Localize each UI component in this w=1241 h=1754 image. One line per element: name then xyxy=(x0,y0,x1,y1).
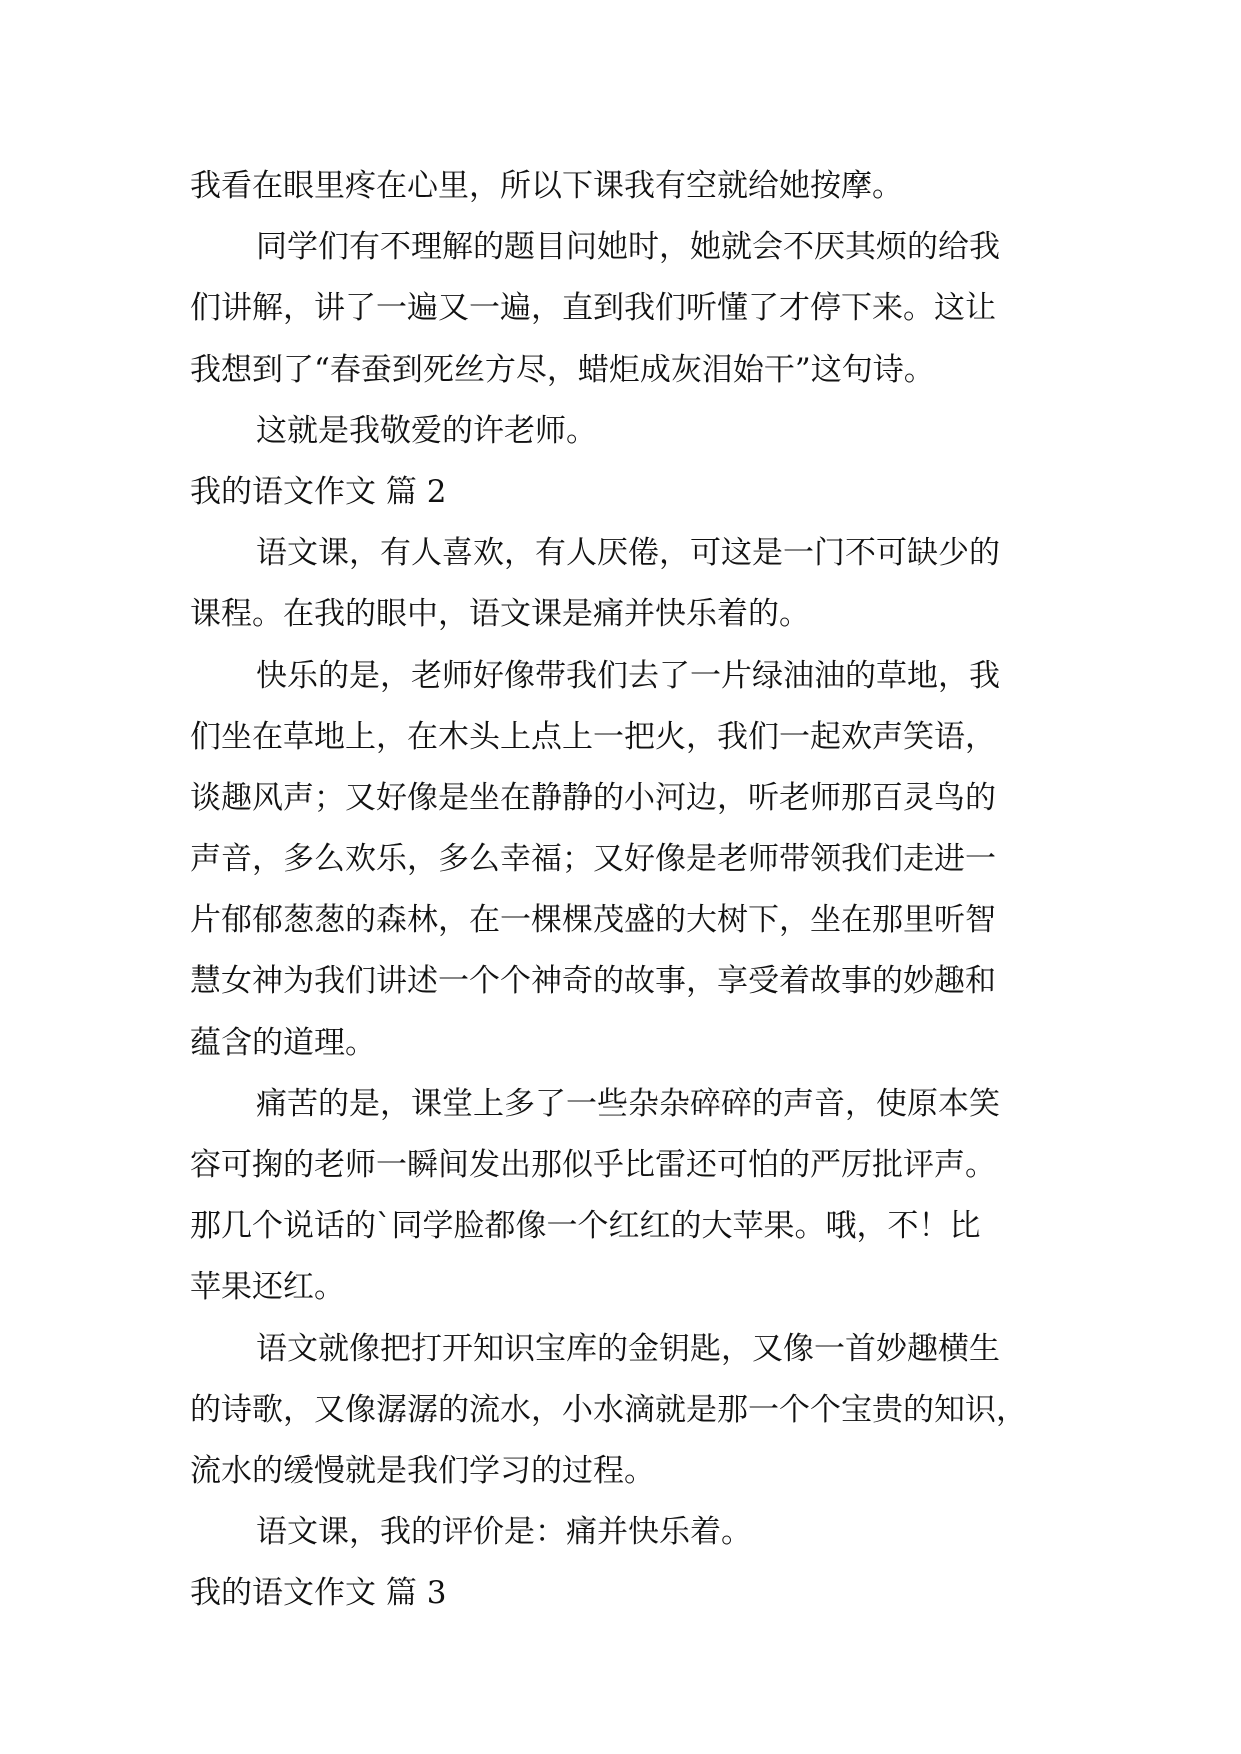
section-heading: 我的语文作文 篇 3 xyxy=(190,1575,447,1612)
paragraph-line: 语文课，有人喜欢，有人厌倦，可这是一门不可缺少的 xyxy=(256,535,1000,572)
paragraph-line: 我想到了“春蚕到死丝方尽，蜡炬成灰泪始干”这句诗。 xyxy=(190,351,935,388)
paragraph-line: 流水的缓慢就是我们学习的过程。 xyxy=(190,1452,655,1489)
paragraph-line: 们讲解，讲了一遍又一遍，直到我们听懂了才停下来。这让 xyxy=(190,290,996,327)
paragraph-line: 容可掬的老师一瞬间发出那似乎比雷还可怕的严厉批评声。 xyxy=(190,1147,996,1183)
paragraph-line: 声音，多么欢乐，多么幸福；又好像是老师带领我们走进一 xyxy=(190,841,996,878)
paragraph-line: 那几个说话的`同学脸都像一个红红的大苹果。哦，不！比 xyxy=(190,1208,981,1245)
document-body xyxy=(190,156,1070,1625)
paragraph-line: 快乐的是，老师好像带我们去了一片绿油油的草地，我 xyxy=(256,657,1000,694)
paragraph-line: 蕴含的道理。 xyxy=(190,1024,376,1061)
paragraph-line: 语文就像把打开知识宝库的金钥匙，又像一首妙趣横生 xyxy=(256,1330,1000,1367)
paragraph-line: 慧女神为我们讲述一个个神奇的故事，享受着故事的妙趣和 xyxy=(190,963,996,1000)
paragraph-line: 谈趣风声；又好像是坐在静静的小河边，听老师那百灵鸟的 xyxy=(190,779,996,816)
paragraph-line: 这就是我敬爱的许老师。 xyxy=(256,412,597,449)
paragraph-line: 们坐在草地上，在木头上点上一把火，我们一起欢声笑语， xyxy=(190,718,996,755)
paragraph-line: 苹果还红。 xyxy=(190,1269,345,1306)
section-heading: 我的语文作文 篇 2 xyxy=(190,473,447,510)
paragraph-line: 课程。在我的眼中，语文课是痛并快乐着的。 xyxy=(190,596,810,633)
paragraph-line: 的诗歌，又像潺潺的流水，小水滴就是那一个个宝贵的知识， xyxy=(190,1391,1027,1428)
paragraph-line: 语文课，我的评价是：痛并快乐着。 xyxy=(256,1514,752,1551)
paragraph-line: 片郁郁葱葱的森林，在一棵棵茂盛的大树下，坐在那里听智 xyxy=(190,902,996,939)
paragraph-line: 同学们有不理解的题目问她时，她就会不厌其烦的给我 xyxy=(256,229,1000,266)
paragraph-line: 我看在眼里疼在心里，所以下课我有空就给她按摩。 xyxy=(190,168,903,204)
paragraph-line: 痛苦的是，课堂上多了一些杂杂碎碎的声音，使原本笑 xyxy=(256,1085,1000,1122)
